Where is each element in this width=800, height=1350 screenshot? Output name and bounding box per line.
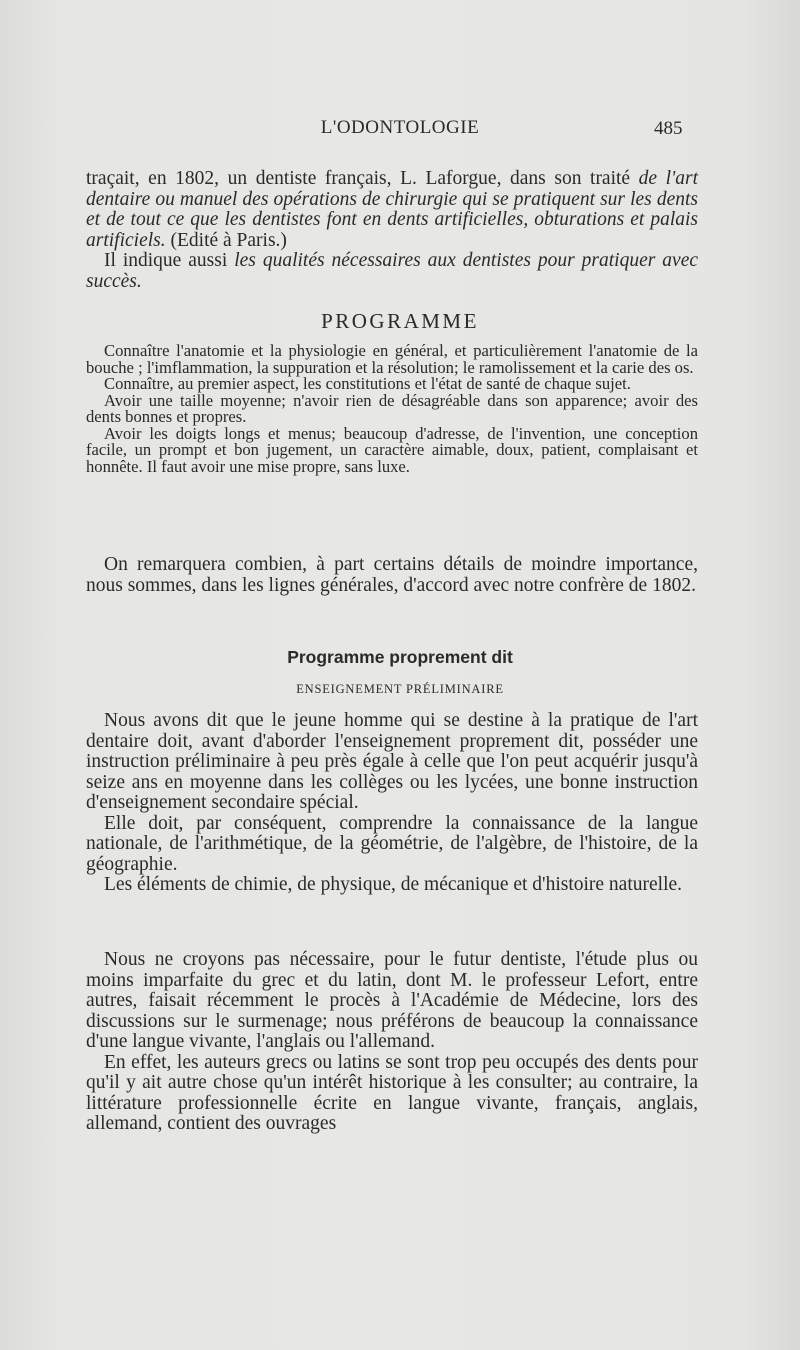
intro-paragraph-2 [86,251,698,292]
programme-item: Connaître, au premier aspect, les constitutions et l'état de santé de chaque sujet. [104,374,631,393]
intro-text-a: traçait, en 1802, un dentiste français, L. Laforgue, dans son traité [86,168,639,189]
programme-item: Avoir les doigts longs et menus; beaucoup d'adresse, de l'invention, une conception facile, un prompt et bon jugement, un caractère aimable, doux, patient, complaisant et honnête. Il faut avoir une mise propre, sans luxe. [86,423,698,476]
running-title: L'ODONTOLOGIE [320,117,480,138]
intro-text [86,169,698,292]
body-paragraph: Elle doit, par conséquent, comprendre la connaissance de la langue nationale, de l'arithmétique, de la géométrie, de l'algèbre, de l'histoire, de la géographie. [86,812,698,875]
programme-heading: PROGRAMME [321,309,479,333]
programme-list [86,343,698,475]
page-number: 485 [654,118,683,139]
body-paragraph: Nous avons dit que le jeune homme qui se destine à la pratique de l'art dentaire doit, avant d'aborder l'enseignement proprement dit, posséder une instruction préliminaire à peu près égale à celle que l'on peut acquérir jusqu'à seize ans en moyenne dans les collèges ou les lycées, une bonne instruction d'enseignement secondaire spécial. [86,710,698,813]
page-header [0,117,800,147]
body-paragraph: Nous ne croyons pas nécessaire, pour le futur dentiste, l'étude plus ou moins imparfaite du grec et du latin, dont M. le professeur Lefort, entre autres, faisait récemment le procès à l'Académie de Médecine, lors des discussions sur le surmenage; nous préférons de beaucoup la connaissance d'une langue vivante, l'anglais ou l'allemand. [86,949,698,1052]
section-heading: Programme proprement dit [287,647,513,667]
programme-item: Avoir une taille moyenne; n'avoir rien de désagréable dans son apparence; avoir des dents bonnes et propres. [86,390,698,426]
section-body-1 [86,711,698,896]
programme-item: Connaître l'anatomie et la physiologie en général, et particulièrement l'anatomie de la bouche ; l'imflammation, la suppuration et la résolution; le ramolissement et la carie des os. [86,341,698,377]
section-subheading: ENSEIGNEMENT PRÉLIMINAIRE [296,682,504,696]
section-body-2 [86,950,698,1135]
book-title: de l'art dentaire ou manuel des opérations de chirurgie qui se pratiquent sur les dents et de tout ce que les dentistes font en dents artificielles, obturations et palais artificiels. [86,168,699,251]
intro-paragraph-1 [86,169,698,251]
intro-text-b: (Edité à Paris.) [165,229,287,251]
qualities-phrase: les qualités nécessaires aux dentistes pour pratiquer avec succès. [86,250,699,292]
remark-paragraph [86,555,698,596]
body-paragraph: En effet, les auteurs grecs ou latins se sont trop peu occupés des dents pour qu'il y ait autre chose qu'un intérêt historique à les consulter; au contraire, la littérature professionnelle écrite en langue vivante, français, anglais, allemand, contient des ouvrages [86,1051,698,1134]
body-paragraph: Les éléments de chimie, de physique, de mécanique et d'histoire naturelle. [104,874,683,895]
intro-text-c: Il indique aussi [104,250,235,271]
remark-text: On remarquera combien, à part certains détails de moindre importance, nous sommes, dans les lignes générales, d'accord avec notre confrère de 1802. [86,554,698,596]
